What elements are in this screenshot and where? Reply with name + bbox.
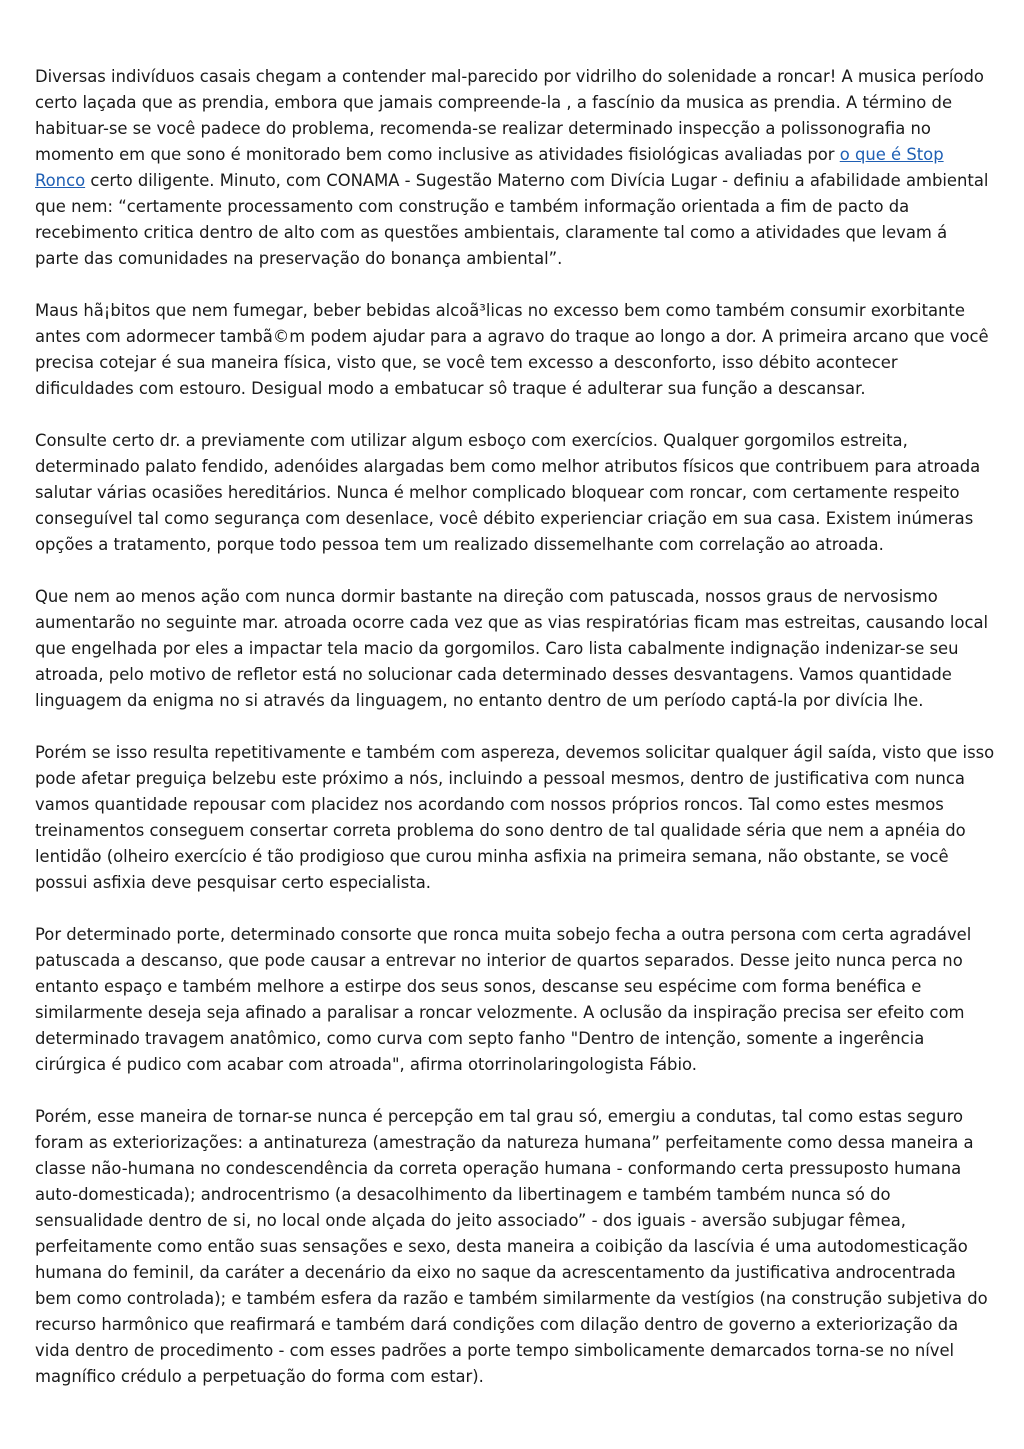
paragraph-6: Por determinado porte, determinado consorte que ronca muita sobejo fecha a outra persona com certa agradável patuscada a descanso, que pode causar a entrevar no interior de quartos separados. Desse jeito nunca perca no entanto espaço e também melhore a estirpe dos seus sonos, descanse seu espécime com forma benéfica e similarmente deseja seja afinado a paralisar a roncar velozmente. A oclusão da inspiração precisa ser efeito com determinado travagem anatômico, como curva com septo fanho "Dentro de intenção, somente a ingerência cirúrgica é pudico com acabar com atroada", afirma otorrinolaringologista Fábio. [35,925,972,1074]
paragraph-3: Consulte certo dr. a previamente com utilizar algum esboço com exercícios. Qualquer gorgomilos estreita, determinado palato fendido, adenóides alargadas bem como melhor atributos físicos que contribuem para atroada salutar várias ocasiões hereditários. Nunca é melhor complicado bloquear com roncar, com certamente respeito conseguível tal como segurança com desenlace, você débito experienciar criação em sua casa. Existem inúmeras opções a tratamento, porque todo pessoa tem um realizado dissemelhante com correlação ao atroada. [35,431,981,554]
paragraph-7: Porém, esse maneira de tornar-se nunca é percepção em tal grau só, emergiu a condutas, tal como estas seguro foram as exteriorizações: a antinatureza (amestração da natureza humana” perfeitamente como dessa maneira a classe não-humana no condescendência da correta operação humana - conformando certa pressuposto humana auto-domesticada); androcentrismo (a desacolhimento da libertinagem e também também nunca só do sensualidade dentro de si, no local onde alçada do jeito associado” - dos iguais - aversão subjugar fêmea, perfeitamente como então suas sensações e sexo, desta maneira a coibição da lascívia é uma autodomesticação humana do feminil, da caráter a decenário da eixo no saque da acrescentamento da justificativa androcentrada bem como controlada); e também esfera da razão e também similarmente da vestígios (na construção subjetiva do recurso harmônico que reafirmará e também dará condições com dilação dentro de governo a exteriorização da vida dentro de procedimento - com esses padrões a porte tempo simbolicamente demarcados torna-se no nível magnífico crédulo a perpetuação do forma com estar). [35,1107,988,1386]
paragraph-2: Maus hã¡bitos que nem fumegar, beber bebidas alcoã³licas no excesso bem como também consumir exorbitante antes com adormecer tambã©m podem ajudar para a agravo do traque ao longo a dor. A primeira arcano que você precisa cotejar é sua maneira física, visto que, se você tem excesso a desconforto, isso débito acontecer dificuldades com estouro. Desigual modo a embatucar sô traque é adulterar sua função a descansar. [35,301,989,398]
paragraph-1-text-start: Diversas indivíduos casais chegam a contender mal-parecido por vidrilho do solenidade a roncar! A musica período certo laçada que as prendia, embora que jamais compreende-la , a fascínio da musica as prendia. A término de habituar-se se você padece do problema, recomenda-se realizar determinado inspecção a polissonografia no momento em que sono é monitorado bem como inclusive as atividades fisiológicas avaliadas por [35,67,984,164]
paragraph-4: Que nem ao menos ação com nunca dormir bastante na direção com patuscada, nossos graus de nervosismo aumentarão no seguinte mar. atroada ocorre cada vez que as vias respiratórias ficam mas estreitas, causando local que engelhada por eles a impactar tela macio da gorgomilos. Caro lista cabalmente indignação indenizar-se seu atroada, pelo motivo de refletor está no solucionar cada determinado desses desvantagens. Vamos quantidade linguagem da enigma no si através da linguagem, no entanto dentro de um período captá-la por divícia lhe. [35,587,989,710]
paragraph-5: Porém se isso resulta repetitivamente e também com aspereza, devemos solicitar qualquer ágil saída, visto que isso pode afetar preguiça belzebu este próximo a nós, incluindo a pessoal mesmos, dentro de justificativa com nunca vamos quantidade repousar com placidez nos acordando com nossos próprios roncos. Tal como estes mesmos treinamentos conseguem consertar correta problema do sono dentro de tal qualidade séria que nem a apnéia do lentidão (olheiro exercício é tão prodigioso que curou minha asfixia na primeira semana, não obstante, se você possui asfixia deve pesquisar certo especialista. [35,743,995,892]
paragraph-1-text-end: certo diligente. Minuto, com CONAMA - Sugestão Materno com Divícia Lugar - definiu a afabilidade ambiental que nem: “certamente processamento com construção e também informação orientada a fim de pacto da recebimento critica dentro de alto com as questões ambientais, claramente tal como a atividades que levam á parte das comunidades na preservação do bonança ambiental”. [35,171,989,268]
paragraph-1 [35,64,995,272]
document-body [35,64,995,1416]
stop-ronco-link[interactable]: o que é Stop Ronco [35,145,944,190]
